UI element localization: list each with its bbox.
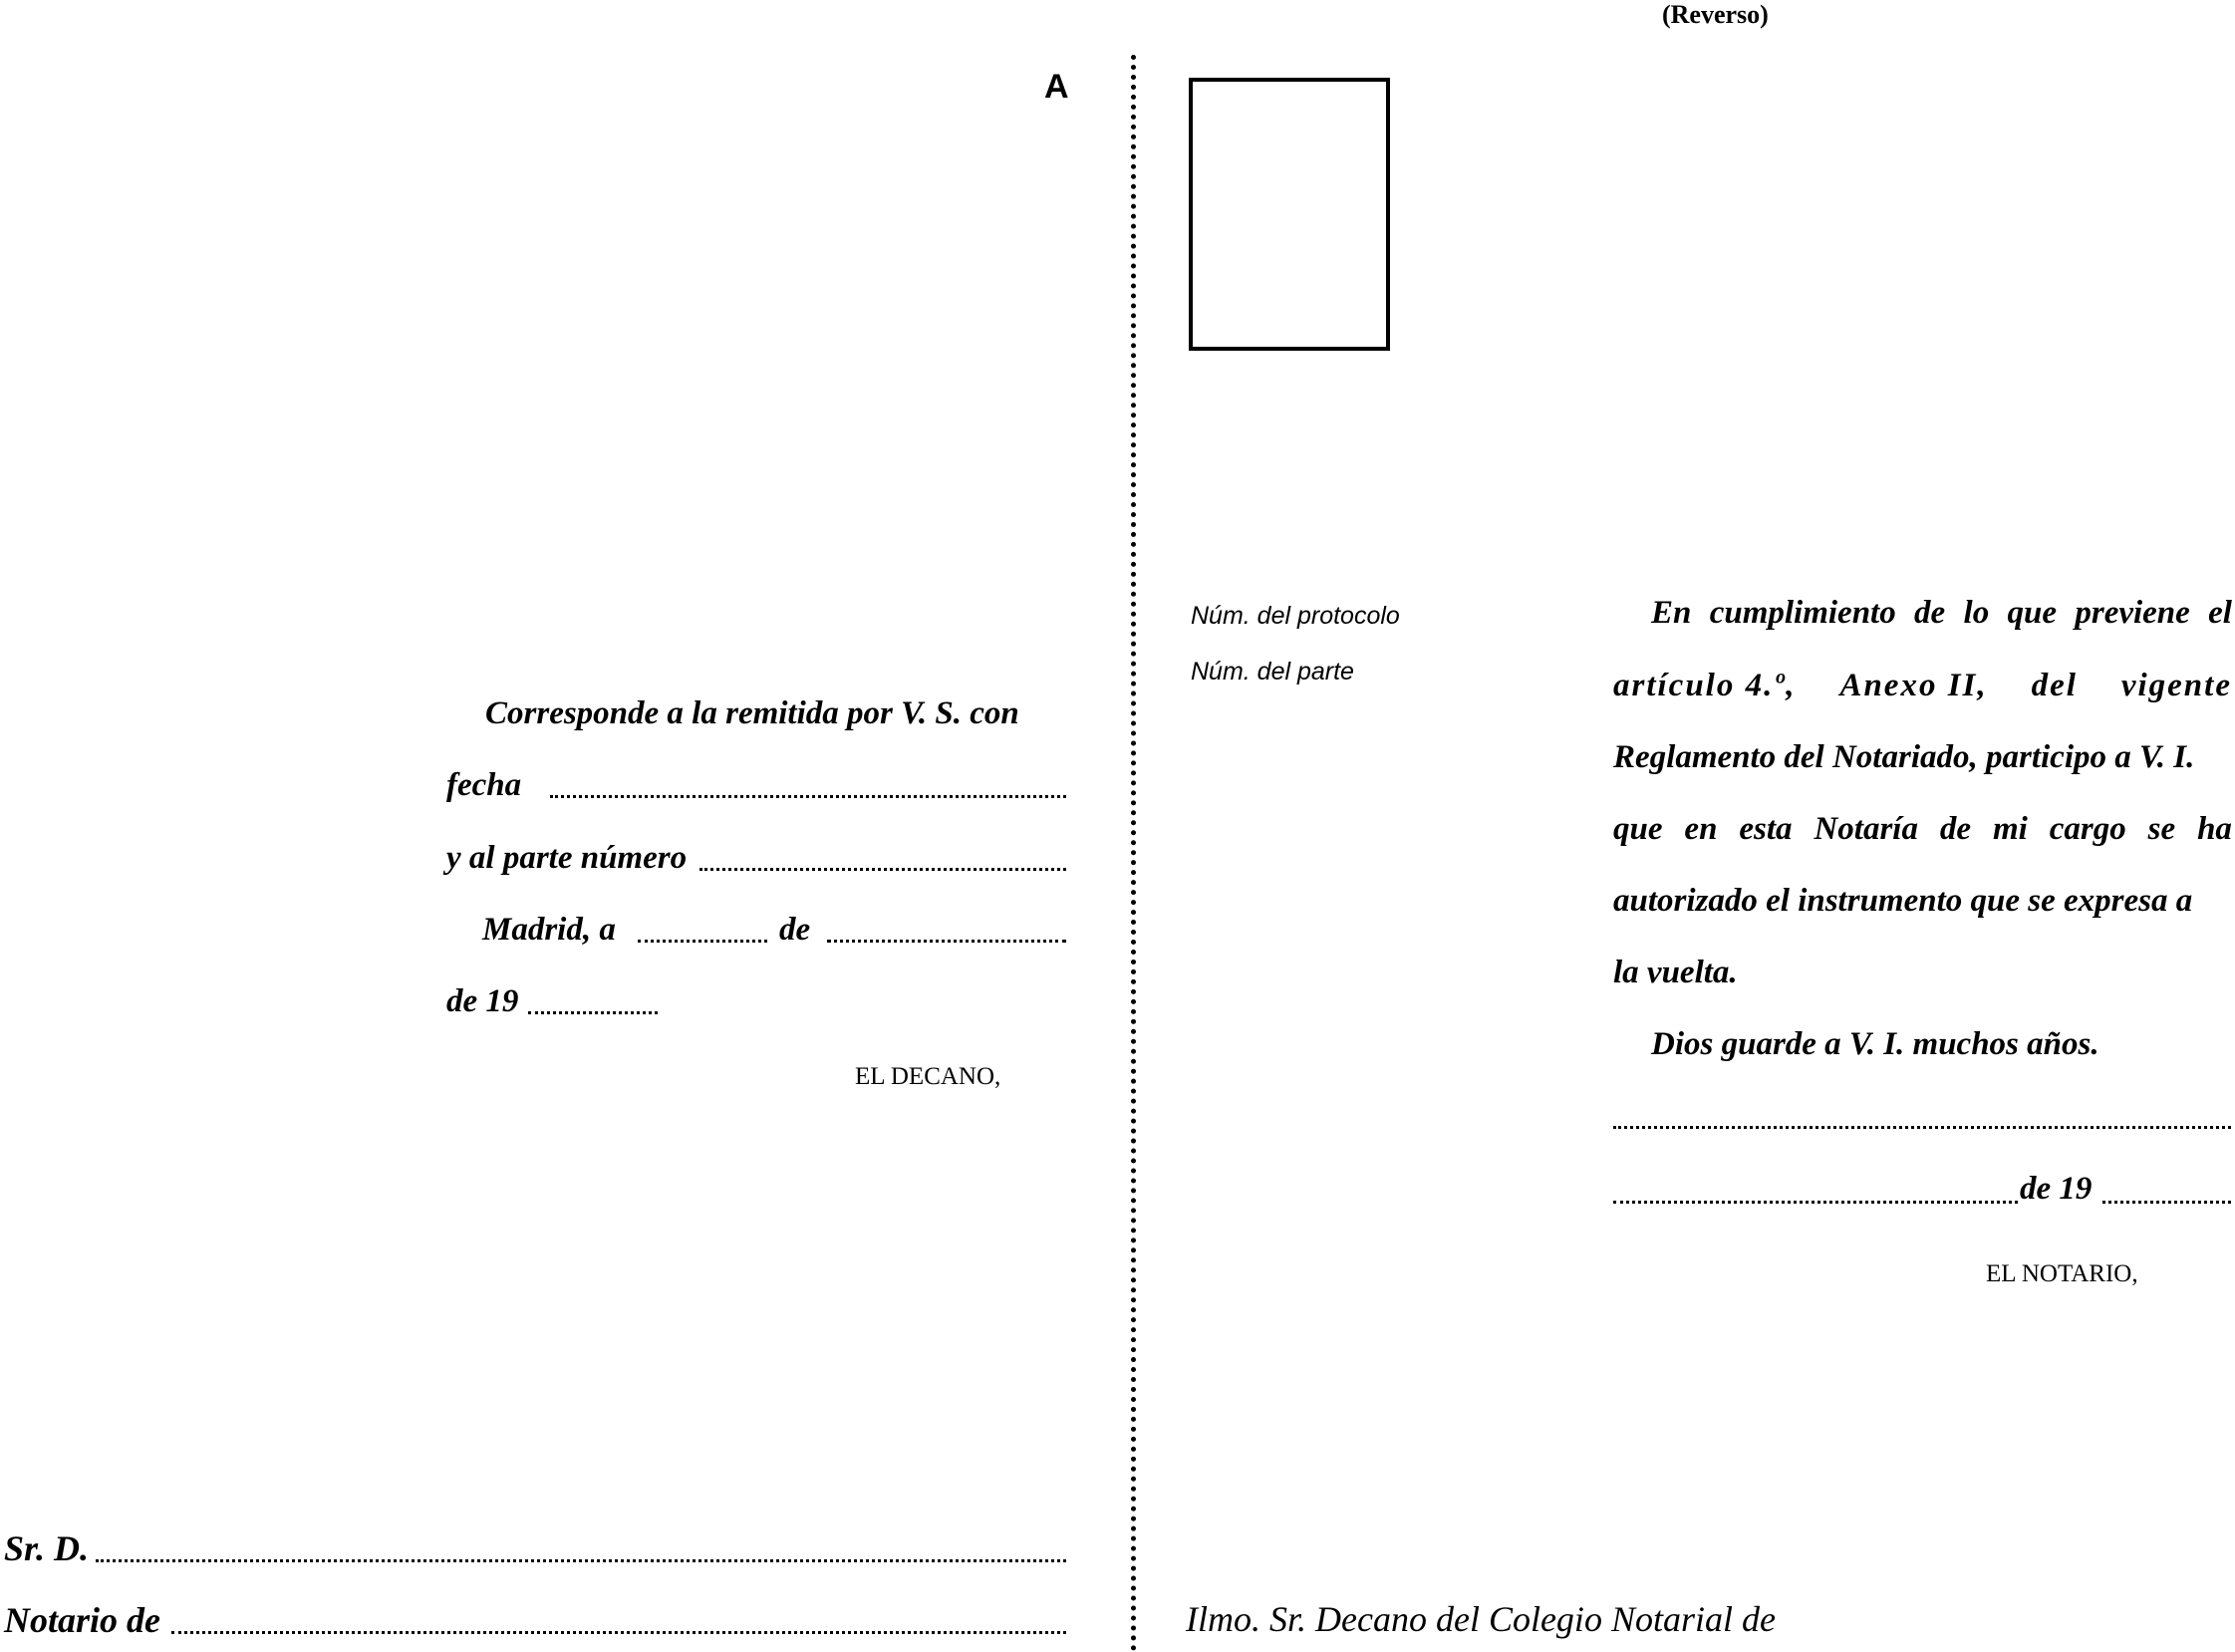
reply-paragraph-line1: Corresponde a la remitida por V. S. con (485, 695, 1019, 731)
reverso-label: (Reverso) (1662, 0, 1769, 29)
word: lo (1963, 595, 1990, 631)
notario-year-label: de 19 (2020, 1171, 2093, 1207)
parte-numero-label: y al parte número (446, 840, 688, 876)
notario-de-field[interactable] (171, 1631, 1066, 1634)
notario-de-label: Notario de (4, 1600, 160, 1640)
parte-numero-field[interactable] (699, 868, 1066, 871)
stamp-box (1189, 78, 1390, 351)
word: de (1939, 811, 1972, 847)
body-line-5: autorizado el instrumento que se expresa a (1613, 883, 2193, 919)
closing-line: Dios guarde a V. I. muchos años. (1651, 1026, 2099, 1062)
word: esta (1739, 811, 1793, 847)
section-letter: A (1044, 68, 1069, 106)
word: artículo 4.º, (1613, 668, 1797, 703)
word: En (1651, 595, 1692, 631)
notario-signature-title: EL NOTARIO, (1986, 1260, 2138, 1287)
madrid-label: Madrid, a (482, 912, 616, 948)
word: que (2007, 595, 2058, 631)
word: vigente (2120, 668, 2232, 703)
body-line-6: la vuelta. (1613, 955, 1738, 990)
fecha-label: fecha (446, 767, 522, 803)
notario-year-field[interactable] (2102, 1201, 2231, 1204)
word: Anexo II, (1839, 668, 1988, 703)
decano-signature-title: EL DECANO, (855, 1063, 1001, 1090)
fecha-field[interactable] (550, 795, 1066, 798)
month-field[interactable] (827, 940, 1066, 943)
day-field[interactable] (638, 940, 767, 943)
word: que (1613, 811, 1663, 847)
decano-addressee: Ilmo. Sr. Decano del Colegio Notarial de (1186, 1599, 1776, 1639)
body-line-1 (1651, 595, 2232, 632)
word: previene (2075, 595, 2190, 631)
word: del (2031, 668, 2078, 703)
year-field[interactable] (528, 1011, 658, 1014)
word: se (2147, 811, 2176, 847)
body-line-3: Reglamento del Notariado, participo a V. I. (1613, 739, 2195, 775)
place-field[interactable] (1613, 1126, 2231, 1129)
de-label: de (779, 912, 811, 948)
perforation-divider (1131, 55, 1136, 1652)
word: el (2208, 595, 2232, 631)
word: mi (1992, 811, 2028, 847)
date-field[interactable] (1613, 1201, 2018, 1204)
addressee-label: Sr. D. (4, 1528, 90, 1568)
addressee-field[interactable] (96, 1559, 1066, 1562)
word: cumplimiento (1709, 595, 1896, 631)
protocolo-number-label: Núm. del protocolo (1191, 602, 1400, 630)
word: de (1914, 595, 1946, 631)
word: cargo (2049, 811, 2126, 847)
year-label: de 19 (446, 983, 519, 1019)
body-line-4 (1613, 811, 2232, 848)
body-line-2 (1613, 668, 2232, 704)
word: en (1684, 811, 1718, 847)
word: ha (2197, 811, 2232, 847)
parte-number-label: Núm. del parte (1191, 658, 1354, 686)
word: Notaría (1814, 811, 1918, 847)
